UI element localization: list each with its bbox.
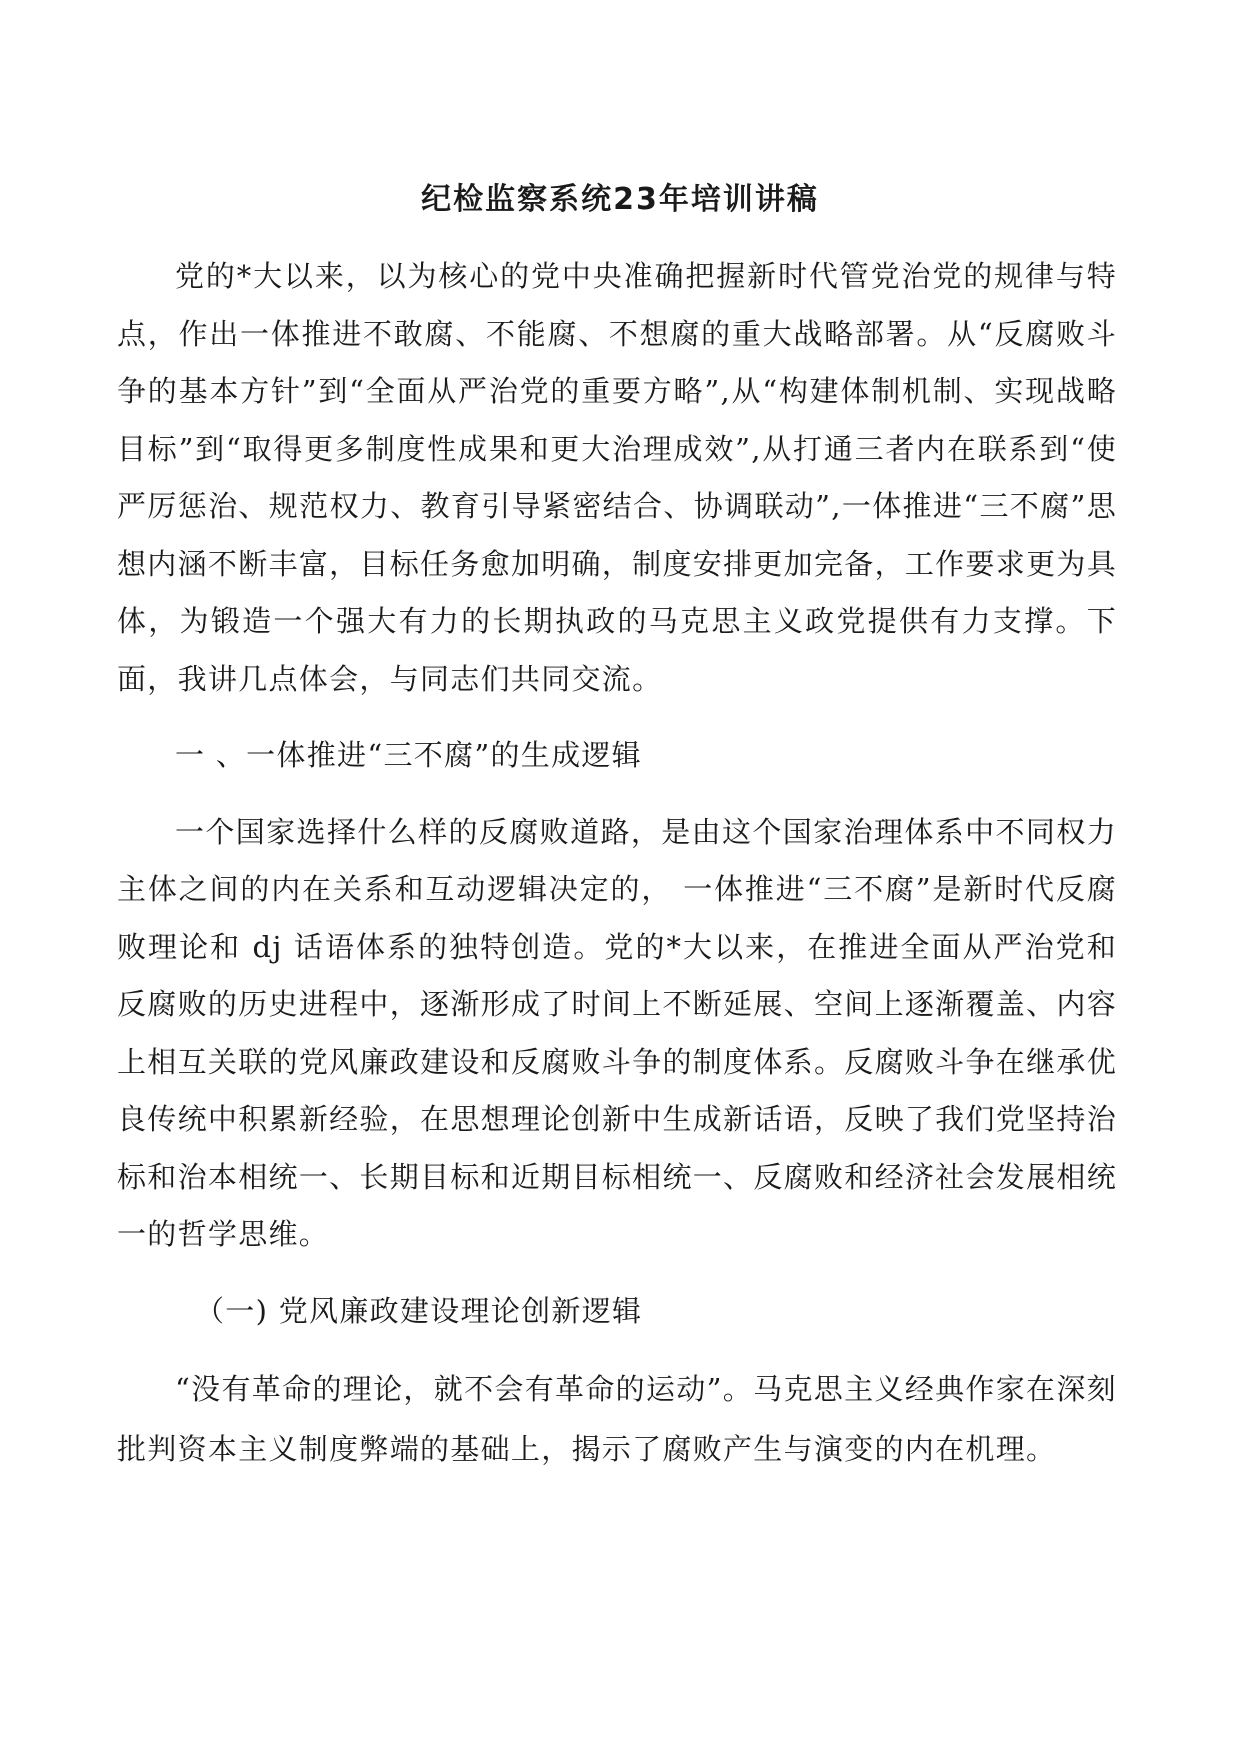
document-body [117, 248, 1117, 1479]
subsection-heading-1: （一) 党风廉政建设理论创新逻辑 [195, 1293, 643, 1328]
paragraph-section-1: 一个国家选择什么样的反腐败道路，是由这个国家治理体系中不同权力主体之间的内在关系和互动逻辑决定的， 一体推进“三不腐”是新时代反腐败理论和 dj 话语体系的独特创造。党的*大以来，在推进全面从严治党和反腐败的历史进程中，逐渐形成了时间上不断延展、空间上逐渐覆盖、内容上相互关联的党风廉政建设和反腐败斗争的制度体系。反腐败斗争在继承优良传统中积累新经验，在思想理论创新中生成新话语，反映了我们党坚持治标和治本相统一、长期目标和近期目标相统一、反腐败和经济社会发展相统一的哲学思维。 [117, 814, 1117, 1251]
document-title: 纪检监察系统23年培训讲稿 [421, 182, 819, 217]
paragraph-intro: 党的*大以来，以为核心的党中央准确把握新时代管党治党的规律与特点，作出一体推进不敢腐、不能腐、不想腐的重大战略部署。从“反腐败斗争的基本方针”到“全面从严治党的重要方略”,从“构建体制机制、实现战略目标”到“取得更多制度性成果和更大治理成效”,从打通三者内在联系到“使严厉惩治、规范权力、教育引导紧密结合、协调联动”,一体推进“三不腐”思想内涵不断丰富，目标任务愈加明确，制度安排更加完备，工作要求更为具体，为锻造一个强大有力的长期执政的马克思主义政党提供有力支撑。下面，我讲几点体会，与同志们共同交流。 [117, 259, 1117, 696]
paragraph-subsection-1: “没有革命的理论，就不会有革命的运动”。马克思主义经典作家在深刻批判资本主义制度弊端的基础上，揭示了腐败产生与演变的内在机理。 [117, 1372, 1117, 1466]
section-heading-1: 一 、一体推进“三不腐”的生成逻辑 [175, 738, 642, 772]
